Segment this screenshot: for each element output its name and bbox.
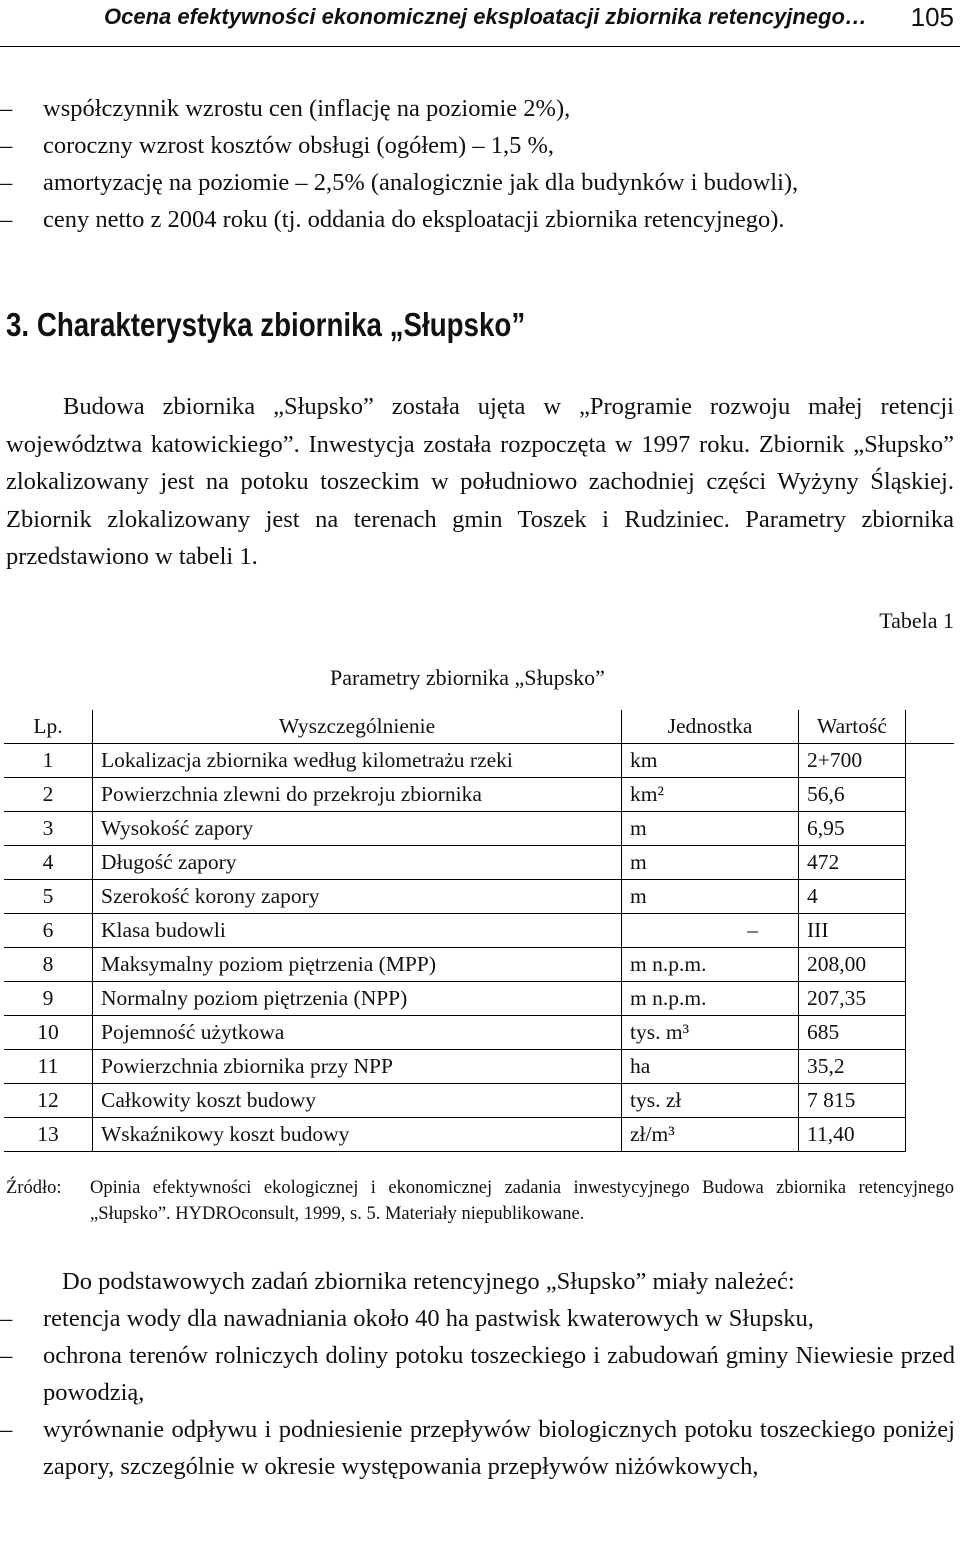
running-title: Ocena efektywności ekonomicznej eksploatacji zbiornika retencyjnego… [104, 4, 867, 29]
empty-cell [906, 982, 955, 1016]
empty-cell [906, 812, 955, 846]
column-header-value: Wartość [799, 710, 906, 744]
list-item [0, 1300, 955, 1337]
list-item [0, 164, 960, 201]
cell-lp: 5 [4, 880, 93, 914]
section-heading: 3. Charakterystyka zbiornika „Słupsko” [6, 306, 526, 343]
empty-cell [906, 1050, 955, 1084]
dash-marker: – [0, 169, 13, 196]
list-item-text: amortyzację na poziomie – 2,5% (analogicznie jak dla budynków i budowli), [43, 169, 799, 196]
cell-description: Powierzchnia zlewni do przekroju zbiornika [93, 778, 622, 812]
cell-unit: m [622, 812, 799, 846]
cell-unit: m [622, 880, 799, 914]
list-item [0, 127, 960, 164]
table-caption: Parametry zbiornika „Słupsko” [330, 665, 605, 690]
list-item-text: ceny netto z 2004 roku (tj. oddania do eksploatacji zbiornika retencyjnego). [43, 206, 785, 233]
cell-unit: m n.p.m. [622, 982, 799, 1016]
empty-cell [906, 948, 955, 982]
dash-marker: – [0, 132, 13, 159]
cell-lp: 2 [4, 778, 93, 812]
empty-cell [906, 880, 955, 914]
cell-lp: 3 [4, 812, 93, 846]
cell-lp: 13 [4, 1118, 93, 1152]
cell-lp: 6 [4, 914, 93, 948]
table-row [4, 812, 954, 846]
cell-value: 56,6 [799, 778, 906, 812]
cell-lp: 11 [4, 1050, 93, 1084]
cell-description: Wskaźnikowy koszt budowy [93, 1118, 622, 1152]
cell-description: Całkowity koszt budowy [93, 1084, 622, 1118]
cell-value: 685 [799, 1016, 906, 1050]
dash-marker: – [0, 1416, 13, 1443]
table-row [4, 1118, 954, 1152]
table-row [4, 744, 954, 778]
cell-unit: tys. zł [622, 1084, 799, 1118]
list-item-text: wyrównanie odpływu i podniesienie przepływów biologicznych potoku toszeckiego poniżej zapory, szczególnie w okresie występowania przepływów niżówkowych, [43, 1416, 955, 1480]
cell-value: 11,40 [799, 1118, 906, 1152]
cell-lp: 1 [4, 744, 93, 778]
list-item [0, 1411, 955, 1485]
table-row [4, 1016, 954, 1050]
parameters-table [4, 710, 954, 1152]
dash-marker: – [0, 206, 13, 233]
empty-cell [906, 1118, 955, 1152]
dash-marker: – [0, 1305, 13, 1332]
cell-value: 6,95 [799, 812, 906, 846]
cell-lp: 8 [4, 948, 93, 982]
cell-description: Klasa budowli [93, 914, 622, 948]
list-item-text: coroczny wzrost kosztów obsługi (ogółem) – 1,5 %, [43, 132, 554, 159]
cell-value: 472 [799, 846, 906, 880]
cell-description: Powierzchnia zbiornika przy NPP [93, 1050, 622, 1084]
list-item [0, 1337, 955, 1411]
dash-marker: – [0, 95, 13, 122]
cell-unit: km² [622, 778, 799, 812]
list-item [0, 201, 960, 238]
paragraph-text: Budowa zbiornika „Słupsko” została ujęta w „Programie rozwoju małej retencji województwa katowickiego”. Inwestycja została rozpoczęta w 1997 roku. Zbiornik „Słupsko” zlokalizowany jest na potoku toszeckim w południowo zachodniej części Wyżyny Śląskiej. Zbiornik zlokalizowany jest na terenach gmin Toszek i Rudziniec. Parametry zbiornika przedstawiono w tabeli 1. [6, 393, 954, 570]
source-text: Opinia efektywności ekologicznej i ekonomicznej zadania inwestycyjnego Budowa zbiornika retencyjnego „Słupsko”. HYDROconsult, 1999, s. 5. Materiały niepublikowane. [90, 1178, 954, 1224]
cell-value: 2+700 [799, 744, 906, 778]
cell-value: III [799, 914, 906, 948]
page-header [0, 0, 960, 47]
column-header-lp: Lp. [4, 710, 93, 744]
cell-unit: km [622, 744, 799, 778]
cell-unit: ha [622, 1050, 799, 1084]
cell-description: Długość zapory [93, 846, 622, 880]
bullet-list-bottom [0, 1300, 955, 1485]
table-row [4, 948, 954, 982]
table-row [4, 778, 954, 812]
empty-cell [906, 744, 955, 778]
list-item-text: ochrona terenów rolniczych doliny potoku toszeckiego i zabudowań gminy Niewiesie przed powodzią, [43, 1342, 955, 1406]
page-number: 105 [910, 2, 954, 32]
dash-marker: – [0, 1342, 13, 1369]
source-label: Źródło: [6, 1178, 62, 1198]
cell-description: Wysokość zapory [93, 812, 622, 846]
cell-lp: 4 [4, 846, 93, 880]
cell-unit: m n.p.m. [622, 948, 799, 982]
empty-cell [906, 914, 955, 948]
list-item-text: retencja wody dla nawadniania około 40 ha pastwisk kwaterowych w Słupsku, [43, 1305, 814, 1332]
column-header-unit: Jednostka [622, 710, 799, 744]
list-item-text: współczynnik wzrostu cen (inflację na poziomie 2%), [43, 95, 571, 122]
empty-cell [906, 778, 955, 812]
table-source-note [6, 1175, 954, 1227]
cell-value: 4 [799, 880, 906, 914]
column-header-description: Wyszczególnienie [93, 710, 622, 744]
cell-value: 7 815 [799, 1084, 906, 1118]
list-item [0, 90, 960, 127]
cell-value: 208,00 [799, 948, 906, 982]
table-row [4, 846, 954, 880]
table-label: Tabela 1 [879, 608, 954, 633]
cell-unit: zł/m³ [622, 1118, 799, 1152]
paragraph-text: Do podstawowych zadań zbiornika retencyjnego „Słupsko” miały należeć: [62, 1268, 795, 1295]
cell-description: Maksymalny poziom piętrzenia (MPP) [93, 948, 622, 982]
table-header-row [4, 710, 954, 744]
body-paragraph-2 [6, 1263, 954, 1300]
cell-lp: 9 [4, 982, 93, 1016]
cell-description: Szerokość korony zapory [93, 880, 622, 914]
cell-lp: 12 [4, 1084, 93, 1118]
cell-value: 207,35 [799, 982, 906, 1016]
cell-description: Normalny poziom piętrzenia (NPP) [93, 982, 622, 1016]
table-row [4, 982, 954, 1016]
bullet-list-top [0, 90, 960, 238]
cell-unit: tys. m³ [622, 1016, 799, 1050]
cell-description: Pojemność użytkowa [93, 1016, 622, 1050]
empty-cell [906, 1016, 955, 1050]
cell-unit: m [622, 846, 799, 880]
table-row [4, 880, 954, 914]
table-row [4, 1050, 954, 1084]
cell-value: 35,2 [799, 1050, 906, 1084]
body-paragraph [6, 388, 954, 576]
cell-lp: 10 [4, 1016, 93, 1050]
cell-description: Lokalizacja zbiornika według kilometrażu rzeki [93, 744, 622, 778]
cell-unit: – [622, 914, 799, 948]
table-row [4, 1084, 954, 1118]
empty-header-cell [906, 710, 955, 744]
empty-cell [906, 1084, 955, 1118]
table-row [4, 914, 954, 948]
empty-cell [906, 846, 955, 880]
